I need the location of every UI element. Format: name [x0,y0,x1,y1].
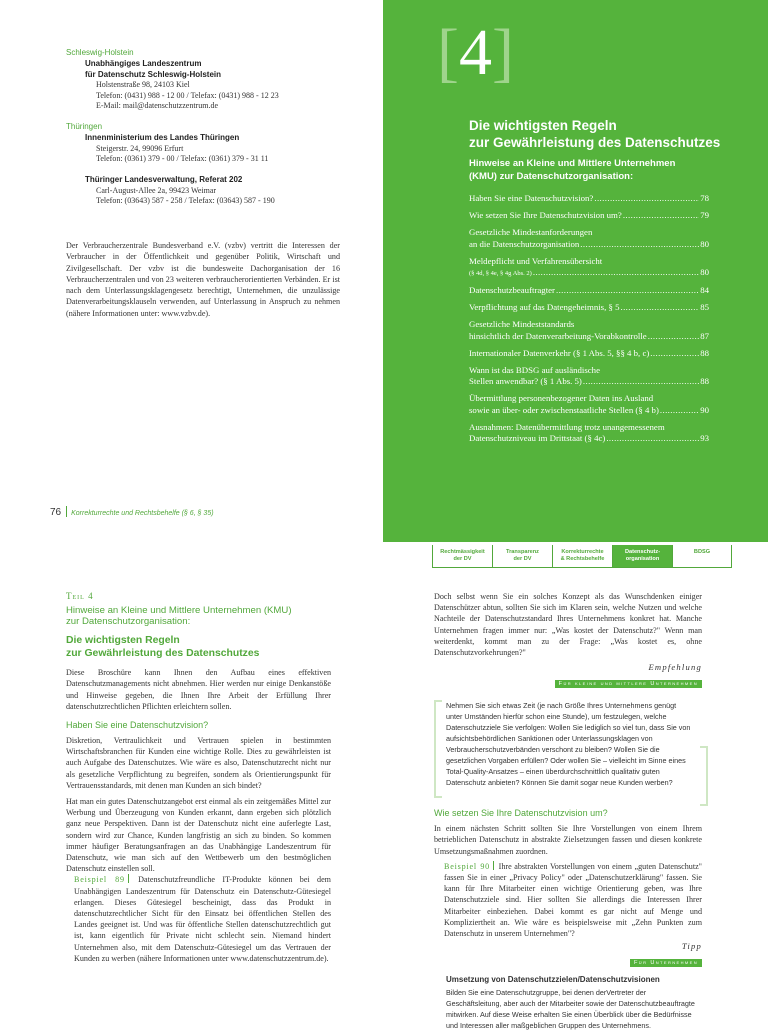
address-line: Telefon: (03643) 587 - 258 / Telefax: (03643) 587 - 190 [96,196,275,206]
bracket-open: [ [437,16,459,89]
page-footer [50,506,214,518]
footer-divider [66,506,67,517]
toc-page-number: 85 [700,302,709,313]
example-divider [128,874,129,883]
tab-label: Datenschutz- [624,549,661,555]
toc-leader-dots [623,210,699,222]
toc-entry [469,331,709,343]
right-column [434,591,702,1031]
subheading: Haben Sie eine Datenschutzvision? [66,720,209,730]
toc-entry [469,433,709,445]
toc-line-text: Wann ist das BDSG auf ausländische [469,364,600,375]
page-number: 76 [50,507,62,518]
toc-leader-dots [580,239,699,251]
address-list [66,48,366,217]
intro-paragraph: Diese Broschüre kann Ihnen den Aufbau eines effektiven Datenschutzmanagements nicht abnehmen. Hier werden nur einige Denkanstöße und Hinweise gegeben, die Ihnen Ihre Arbeit der Erfüllung Ihrer datenschutzrechtlichen Pflichten erleichtern sollen. [66,668,331,711]
toc-item [469,193,709,205]
tip-box [434,969,702,1031]
address-line: E-Mail: mail@datenschutzzentrum.de [96,101,218,111]
bracket-right [700,746,708,806]
tip-label: Tipp [681,941,702,952]
vzbv-paragraph: Der Verbraucherzentrale Bundesverband e.V. (vzbv) vertritt die Interessen der Verbraucher in der Öffentlichkeit und gegenüber Politik, Wirtschaft und Zivilgesellschaft. Der vzbv ist die bundesweite Dachorganisation der 16 Verbraucherzentralen und von 23 weiteren verbraucherorientierten Verbänden. Er ist nach dem Unterlassungsklagengesetz berechtigt, Unternehmen, die unzulässige Datenverarbeitungsklauseln verwenden, auf Unterlassung in Anspruch zu nehmen (nähere Informationen unter: www.vzbv.de). [66,241,340,318]
tab-1[interactable] [432,545,492,568]
example-text: Ihre abstrakten Vorstellungen von einem „guten Datenschutz" fassen Sie in einer „Privacy Policy" oder „Datenschutzerklärung" fassen. Sie kann für Ihre Mitarbeiter einen wichtige Orientierung geben, was Ihre Datenschutzziele sind. Hier sollten Sie allerdings die Interessen Ihrer Mitarbeiter einbeziehen. Dabei kommt es gar nicht auf Menge und Kompliziertheit an. Wie wäre es beispielsweise mit „Zehn Punkten zum Datenschutz in unserem Unternehmen"? [444,861,702,939]
toc-entry [469,285,709,297]
toc-entry [469,376,709,388]
part-label: Teil 4 [66,591,94,601]
bracket-close: ] [491,16,514,89]
toc-entry-title: hinsichtlich der Datenverarbeitung-Vorabkontrolle [469,330,647,341]
paragraph: Hat man ein gutes Datenschutzangebot erst einmal als ein zeitgemäßes Mittel zur Werbung und Überzeugung von Kunden erkannt, dann ergeben sich plötzlich ganz neue Perspektiven. Dann ist der Datenschutz nicht eine auferlegte Last, sondern wird zur Chance, Kunden langfristig an sich zu binden. So kommen immer häufiger Beratungsanfragen an das Unabhängige Landeszentrum für Datenschutz, wie man sich auf den Wettbewerb um den bestmöglichen Datenschutz einstellen soll. [66,797,331,874]
paragraph: Diskretion, Vertraulichkeit und Vertrauen spielen in bestimmten Wirtschaftsbranchen für Kunden eine wichtige Rolle. Dies zu gewährleisten ist auch Aufgabe des Datenschutzes. Wie wäre es also, Datenschutzrecht nicht nur als gesetzliche Verpflichtung zu begreifen, sondern als Orientierungspunkt für Vertrauensstandards, mit denen man Kunden an sich bindet? [66,736,331,790]
left-column [66,591,331,964]
chapter-subtitle-line: (KMU) zur Datenschutzorganisation: [469,170,634,182]
tab-label: & Rechtsbehelfe [560,556,605,562]
toc-entry-title: Datenschutzniveau im Drittstaat (§ 4c) [469,433,606,444]
toc-line-text: Meldepflicht und Verfahrensübersicht [469,255,603,266]
address-line: Holstenstraße 98, 24103 Kiel [96,80,190,90]
toc-item [469,422,709,445]
tab-label: der DV [513,556,532,562]
toc-entry-title: Internationaler Datenverkehr (§ 1 Abs. 5, §§ 4 b, c) [469,347,650,358]
toc-page-number: 79 [700,209,709,220]
address-block [66,175,366,207]
region-label: Schleswig-Holstein [66,48,134,57]
toc-page-number: 90 [700,404,709,415]
section-title: zur Gewährleistung des Datenschutzes [66,647,260,659]
toc-entry-title: (§ 4d, § 4e, § 4g Abs. 2) [469,270,532,278]
toc-leader-dots [594,193,699,205]
toc-leader-dots [556,285,699,297]
toc-entry-title: Stellen anwendbar? (§ 1 Abs. 5) [469,376,582,387]
toc-entry [469,210,709,222]
toc-entry [469,193,709,205]
footer-section-title: Korrekturrechte und Rechtsbehelfe (§ 6, § 35) [71,510,214,517]
section-heading: zur Datenschutzorganisation: [66,616,191,627]
chapter-digit: 4 [458,16,492,89]
toc-item [469,365,709,388]
address-line: Steigerstr. 24, 99096 Erfurt [96,143,184,153]
toc-item [469,285,709,297]
toc-item [469,393,709,416]
tip-sublabel: Für Unternehmen [630,959,702,967]
example-divider [493,861,494,870]
toc-page-number: 88 [700,376,709,387]
address-block [66,48,366,112]
toc-item [469,210,709,222]
chapter-title-line: zur Gewährleistung des Datenschutzes [469,134,721,150]
toc-item [469,227,709,250]
chapter-subtitle [469,158,729,183]
toc-item [469,348,709,360]
tab-label: der DV [453,556,472,562]
toc-item [469,319,709,342]
toc-line-text: Übermittlung personenbezogener Daten ins Ausland [469,393,654,404]
toc-leader-dots [533,267,699,279]
toc-item [469,256,709,280]
section-heading: Hinweise an Kleine und Mittlere Unternehmen (KMU) [66,605,292,616]
tab-label: BDSG [693,549,711,555]
toc-page-number: 88 [700,347,709,358]
example-block [66,874,331,964]
chapter-title [469,118,759,151]
recommendation-label: Empfehlung [648,662,702,673]
toc-entry-title: Datenschutzbeauftragter [469,285,555,296]
toc-leader-dots [660,405,699,417]
toc-entry-title: an die Datenschutzorganisation [469,238,580,249]
tab-label: Rechtmässigkeit [440,549,485,555]
example-label: Beispiel 89 [74,875,125,885]
toc-entry [469,302,709,314]
chapter-title-line: Die wichtigsten Regeln [469,118,617,133]
tab-2[interactable] [492,545,552,568]
section-title: Die wichtigsten Regeln [66,635,180,646]
address-line: Carl-August-Allee 2a, 99423 Weimar [96,185,217,195]
toc-entry-title: Verpflichtung auf das Datengeheimnis, § 5 [469,302,620,313]
chapter-subtitle-line: Hinweise an Kleine und Mittlere Unternehmen [469,158,676,169]
toc-entry-title: Haben Sie eine Datenschutzvision? [469,193,594,203]
toc-leader-dots [620,302,699,314]
table-of-contents [469,193,709,450]
toc-entry-title: sowie an über- oder zwischenstaatliche Stellen (§ 4 b) [469,404,659,415]
tab-label: Transparenz [506,549,539,555]
toc-page-number: 84 [700,285,709,296]
tab-label: organisation [625,556,660,562]
address-block [66,122,366,165]
toc-line-text: Gesetzliche Mindestanforderungen [469,226,593,237]
toc-page-number: 80 [700,267,709,278]
toc-entry [469,348,709,360]
toc-page-number: 80 [700,238,709,249]
tab-label: Korrekturrechte [561,549,604,555]
toc-leader-dots [583,376,699,388]
recommendation-text: Nehmen Sie sich etwas Zeit (je nach Größe Ihres Unternehmens genügt unter Umständen hierfür schon eine Stunde), um festzulegen, welche Datenschutzziele Sie verfolgen: Wollen Sie lediglich so viel tun, dass Sie von aufsichtsbehördlichen Sanktionen oder Unterlassungsklagen von Verbraucherschutzverbänden verschont zu bleiben? Wollen Sie die gesetzlichen Vorgaben erfüllen? Oder wollen Sie – vielleicht im Sinne eines Total-Quality-Ansatzes – einen überdurchschnittlich qualitativ guten Datenschutz anbieten? Können Sie damit sogar neue Kunden werben? [446,701,691,788]
chapter-panel [383,0,768,542]
toc-entry [469,239,709,251]
address-line: Telefon: (0361) 379 - 00 / Telefax: (0361) 379 - 31 11 [96,154,269,164]
subheading: Wie setzen Sie Ihre Datenschutzvision um? [434,808,608,819]
paragraph: In einem nächsten Schritt sollten Sie Ihre Vorstellungen von einem Ihrem betrieblichen Datenschutz in abstrakte Zielsetzungen fassen und diesen konkrete Umsetzungsmaßnahmen zuordnen. [434,824,702,856]
toc-entry [469,405,709,417]
institution-name: Thüringer Landesverwaltung, Referat 202 [85,174,243,184]
example-label: Beispiel 90 [444,861,491,871]
institution-name: Innenministerium des Landes Thüringen [85,133,240,143]
toc-line-text: Gesetzliche Mindeststandards [469,319,575,330]
institution-name: für Datenschutz Schleswig-Holstein [85,69,222,79]
toc-page-number: 93 [700,433,709,444]
toc-page-number: 78 [700,193,709,203]
recommendation-sublabel: Für kleine und mittlere Unternehmen [555,680,702,688]
tab-5[interactable] [672,545,732,568]
address-line: Telefon: (0431) 988 - 12 00 / Telefax: (0431) 988 - 12 23 [96,90,279,100]
toc-line-text: Ausnahmen: Datenübermittlung trotz unangemessenem [469,421,665,432]
tab-4[interactable] [612,545,672,568]
toc-leader-dots [606,433,699,445]
tip-text: Bilden Sie eine Datenschutzgruppe, bei denen derVertreter der Geschäftsleitung, aber auch der Mitarbeiter sowie der Datenschutzbeauftragte mitwirken. Auf diese Weise erhalten Sie einen Überblick über die Bedürfnisse und Interessen aller maßgeblichen Gruppen des Unternehmens. [446,988,695,1031]
region-label: Thüringen [66,122,103,132]
example-text: Datenschutzfreundliche IT-Produkte können bei dem Unabhängigen Landeszentrum für Datenschutz ein Datenschutz-Gütesiegel erlangen. Dieses Gütesiegel bescheinigt, dass das Produkt in datenschutzrechtlicher Sicht für den Einsatz bei öffentlichen Stellen des Landes geeignet ist. Und was für öffentliche Stellen datenschutzrechtlich gut ist, kann eigentlich für Private nicht schlecht sein. Niemand hindert Unternehmen also, mit dem Datenschutz-Gütesiegel um das Vertrauen der Kunden zu werben (nähere Informationen unter www.datenschutzzentrum.de). [74,875,331,963]
tab-3[interactable] [552,545,612,568]
institution-name: Unabhängiges Landeszentrum [85,59,202,69]
bracket-left [434,700,442,798]
example-block [434,861,702,939]
toc-entry-title: Wie setzen Sie Ihre Datenschutzvision um? [469,209,622,220]
recommendation-box [434,696,702,796]
toc-leader-dots [650,348,699,360]
section-tabs [432,545,732,569]
toc-entry [469,267,709,280]
toc-item [469,302,709,314]
toc-leader-dots [648,331,700,343]
chapter-number [437,16,514,89]
paragraph: Doch selbst wenn Sie ein solches Konzept als das Wunschdenken einiger Datenschützer abtun, sollten Sie sich im Klaren sein, welche Nutzen und welche Nachteile der Datenschutzstandard Ihres Unternehmens konkret hat. Manche Unternehmen fragen immer nur: „Was kostet der Datenschutz?" Wenn man weiterdenkt, kommt man zu der Frage: „Was kostet es, ohne Datenschutzvorkehrungen?" [434,592,702,658]
tip-heading: Umsetzung von Datenschutzzielen/Datenschutzvisionen [446,975,660,985]
toc-page-number: 87 [700,330,709,341]
